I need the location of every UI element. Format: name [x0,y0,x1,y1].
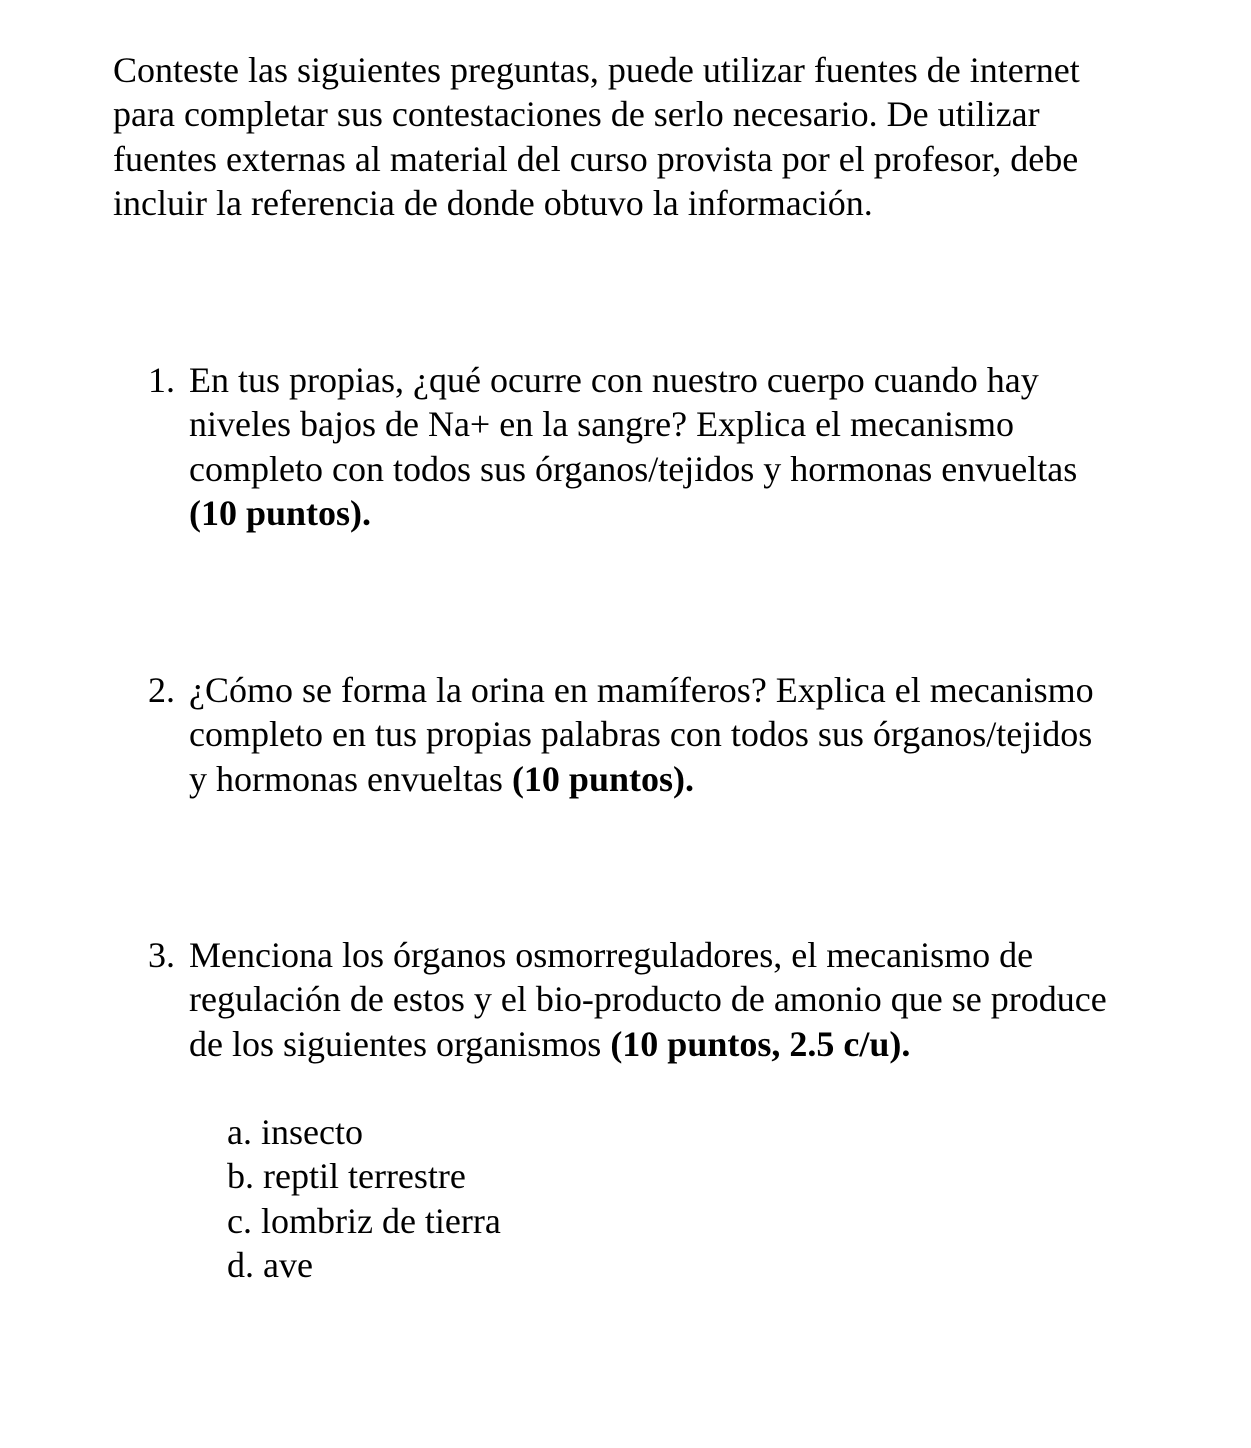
question-number: 1. [148,360,175,400]
question-text [189,358,1108,535]
question-text [189,933,1108,1066]
question-points: (10 puntos). [511,758,694,799]
question-number: 3. [148,935,175,975]
organism-options-list [227,1110,501,1287]
question-points: (10 puntos). [189,492,372,533]
question-number: 2. [148,670,175,710]
list-item: c. lombriz de tierra [227,1200,501,1241]
instructions-paragraph: Conteste las siguientes preguntas, puede utilizar fuentes de internet para completar sus contestaciones de serlo necesario. De utilizar fuentes externas al material del curso provista por el profesor, debe incluir la referencia de donde obtuvo la información. [113,50,1080,223]
question-body: En tus propias, ¿qué ocurre con nuestro cuerpo cuando hay niveles bajos de Na+ en la sangre? Explica el mecanismo completo con todos sus órganos/tejidos y hormonas envueltas [189,360,1078,489]
list-item: a. insecto [227,1112,363,1152]
question-body: ¿Cómo se forma la orina en mamíferos? Explica el mecanismo completo en tus propias palabras con todos sus órganos/tejidos y hormonas envueltas [189,670,1094,799]
question-3 [148,933,1108,1066]
question-text [189,668,1108,801]
question-points: (10 puntos, 2.5 c/u). [610,1023,911,1064]
question-2 [148,668,1108,801]
list-item: d. ave [227,1244,313,1285]
question-1 [148,358,1108,535]
list-item: b. reptil terrestre [227,1156,466,1197]
question-body: Menciona los órganos osmorreguladores, el mecanismo de regulación de estos y el bio-producto de amonio que se produce de los siguientes organismos [189,935,1107,1064]
